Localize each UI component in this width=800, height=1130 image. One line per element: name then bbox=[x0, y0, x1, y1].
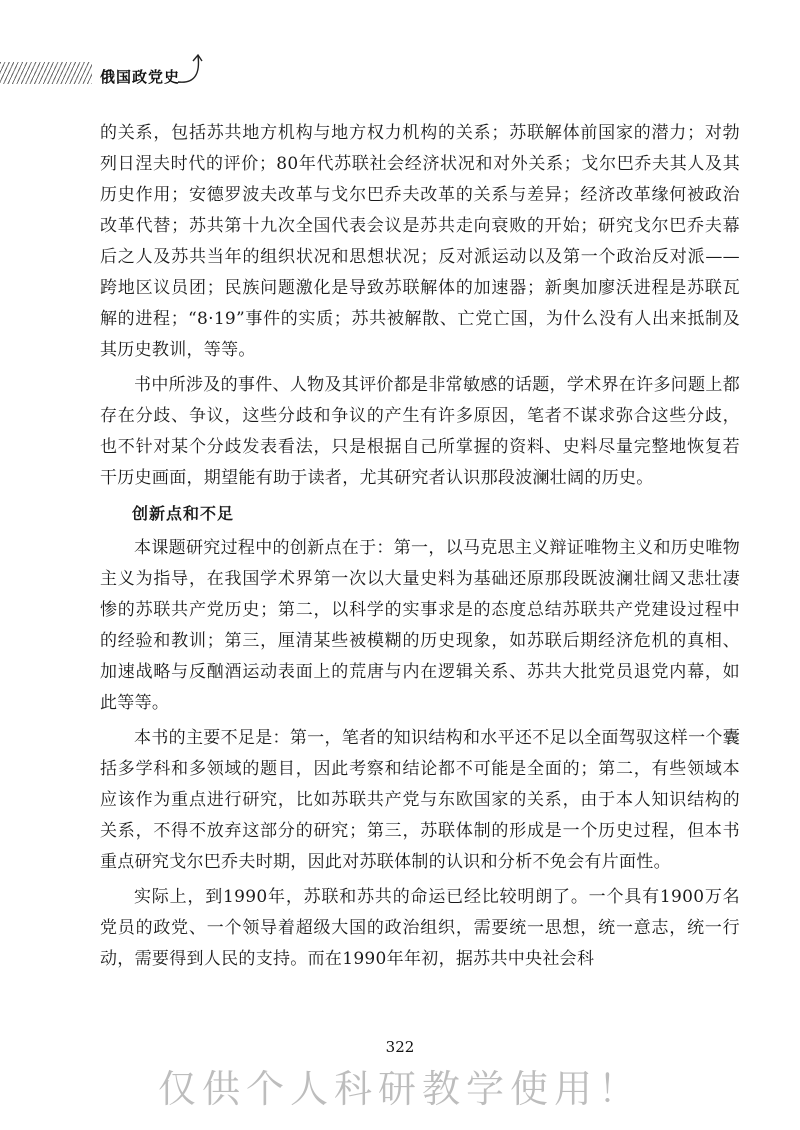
page-body bbox=[100, 118, 740, 975]
paragraph-sensitive-topics: 书中所涉及的事件、人物及其评价都是非常敏感的话题，学术界在许多问题上都存在分歧、争议，这些分歧和争议的产生有许多原因，笔者不谋求弥合这些分歧，也不针对某个分歧发表看法，只是根据自己所掌握的资料、史料尽量完整地恢复若干历史画面，期望能有助于读者，尤其研究者认识那段波澜壮阔的历史。 bbox=[100, 375, 740, 488]
running-header bbox=[0, 56, 800, 96]
paragraph-shortcomings: 本书的主要不足是：第一，笔者的知识结构和水平还不足以全面驾驭这样一个囊括多学科和多领域的题目，因此考察和结论都不可能是全面的；第二，有些领域本应该作为重点进行研究，比如苏联共产党与东欧国家的关系，由于本人知识结构的关系，不得不放弃这部分的研究；第三，苏联体制的形成是一个历史过程，但本书重点研究戈尔巴乔夫时期，因此对苏联体制的认识和分析不免会有片面性。 bbox=[100, 728, 740, 872]
paragraph-innovations: 本课题研究过程中的创新点在于：第一，以马克思主义辩证唯物主义和历史唯物主义为指导，在我国学术界第一次以大量史料为基础还原那段既波澜壮阔又悲壮凄惨的苏联共产党历史；第二，以科学的实事求是的态度总结苏联共产党建设过程中的经验和教训；第三，厘清某些被模糊的历史现象，如苏联后期经济危机的真相、加速战略与反酗酒运动表面上的荒唐与内在逻辑关系、苏共大批党员退党内幕，如此等等。 bbox=[100, 538, 740, 713]
header-hatch-decoration bbox=[0, 62, 92, 84]
paragraph-continued: 的关系，包括苏共地方机构与地方权力机构的关系；苏联解体前国家的潜力；对勃列日涅夫时代的评价；80年代苏联社会经济状况和对外关系；戈尔巴乔夫其人及其历史作用；安德罗波夫改革与戈尔巴乔夫改革的关系与差异；经济改革缘何被政治改革代替；苏共第十九次全国代表会议是苏共走向衰败的开始；研究戈尔巴乔夫幕后之人及苏共当年的组织状况和思想状况；反对派运动以及第一个政治反对派——跨地区议员团；民族问题激化是导致苏联解体的加速器；新奥加廖沃进程是苏联瓦解的进程；“8·19”事件的实质；苏共被解散、亡党亡国，为什么没有人出来抵制及其历史教训，等等。 bbox=[100, 123, 740, 360]
header-curve-ornament bbox=[176, 52, 216, 92]
watermark-text: 仅供个人科研教学使用！ bbox=[157, 1067, 642, 1111]
book-title: 俄国政党史 bbox=[100, 68, 181, 86]
paragraph-1990: 实际上，到1990年，苏联和苏共的命运已经比较明朗了。一个具有1900万名党员的政党、一个领导着超级大国的政治组织，需要统一思想，统一意志，统一行动，需要得到人民的支持。而在1990年年初，据苏共中央社会科 bbox=[100, 887, 740, 969]
page-number: 322 bbox=[385, 1038, 415, 1056]
section-heading: 创新点和不足 bbox=[132, 504, 235, 523]
